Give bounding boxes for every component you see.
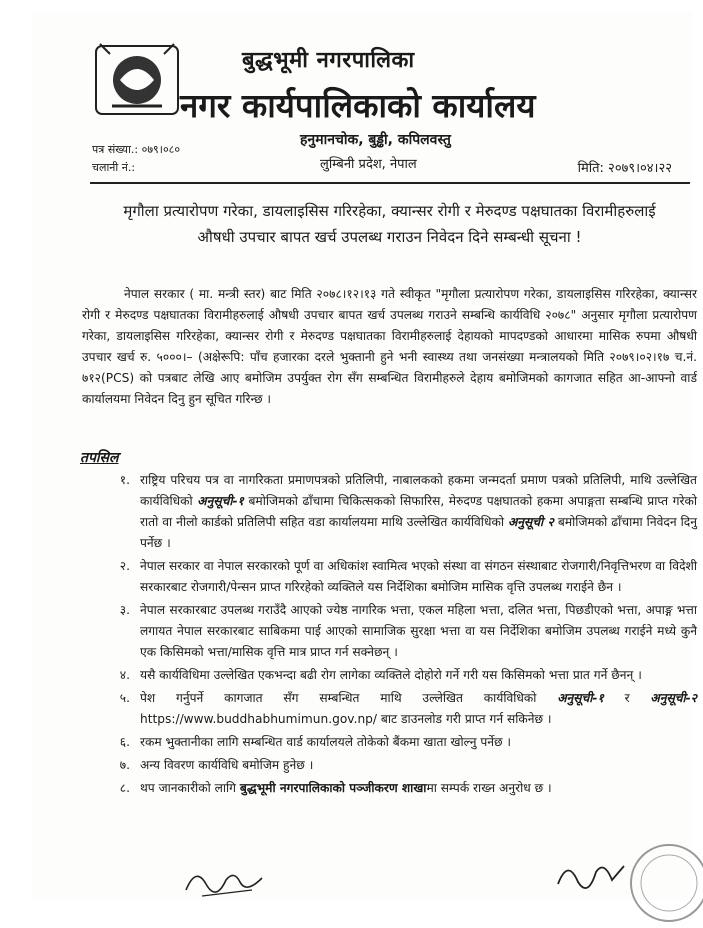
notice-page <box>32 12 698 900</box>
list-item <box>82 778 697 799</box>
letterhead <box>32 12 692 176</box>
list-item <box>82 470 697 554</box>
notice-body: नेपाल सरकार ( मा. मन्त्री स्तर) बाट मिति २०७८।१२।१३ गते स्वीकृत "मृगौला प्रत्यारोपण गरेका, डायलाइसिस गरिरहेका, क्यान्सर रोगी र मेरुदण्ड पक्षघातका विरामीहरुलाई औषधी उपचार बापत खर्च उपलब्ध गराउने सम्बन्धि कार्यविधि २०७८" अनुसार मृगौला प्रत्यारोपण गरेका, डायलाइसिस गरिरहेका, क्यान्सर रोगी र मेरुदण्ड पक्षघातका विरामीहरुलाई देहायको मापदण्डको आधारमा मासिक रुपमा औषधी उपचार खर्च रु. ५०००।– (अक्षेरूपि: पाँच हजारका दरले भुक्तानी हुने भनी स्वास्थ्य तथा जनसंख्या मन्त्रालयको मिति २०७९।०२।१७ च.नं. ७१२(PCS) को पत्रबाट लेखि आए बमोजिम उपर्युक्त रोग सँग सम्बन्धित विरामीहरुले देहाय बमोजिमको कागजात सहित आ-आफ्नो वार्ड कार्यालयमा निवेदन दिनु हुन सूचित गरिन्छ । <box>82 287 697 406</box>
province: लुम्बिनी प्रदेश, नेपाल <box>320 157 417 172</box>
item-text: पेश गर्नुपर्ने कागजात सँग सम्बन्धित माथि उल्लेखित कार्यविधिको अनुसूची-१ र अनुसूची-२ https://www.buddhabhumimun.gov.np/ बाट डाउनलोड गरी प्राप्त गर्न सकिनेछ । <box>140 691 698 726</box>
item-text: राष्ट्रिय परिचय पत्र वा नागरिकता प्रमाणपत्रको प्रतिलिपी, नाबालकको हकमा जन्मदर्ता प्रमाण पत्रको प्रतिलिपी, माथि उल्लेखित कार्यविधिको अनुसूची-१ बमोजिमको ढाँचामा चिकित्सकको सिफारिस, मेरुदण्ड पक्षघातको हकमा अपाङ्गता सम्बन्धि प्राप्त गरेको रातो वा नीलो कार्डको प्रतिलिपी सहित वडा कार्यालयमा माथि उल्लेखित कार्यविधिको अनुसूची २ बमोजिमको ढाँचामा निवेदन दिनु पर्नेछ । <box>140 473 698 550</box>
item-number: ३. <box>119 603 130 617</box>
dispatch-number: चलानी नं.: <box>92 161 136 174</box>
item-number: १. <box>119 473 130 487</box>
item-number: ७. <box>119 758 130 772</box>
handwritten-signature-left <box>182 860 272 905</box>
list-item <box>82 665 697 686</box>
list-item <box>82 556 697 598</box>
subject-line-2: औषधी उपचार बापत खर्च उपलब्ध गराउन निवेदन दिने सम्बन्धी सूचना ! <box>197 228 582 246</box>
item-number: २. <box>119 559 130 573</box>
item-number: ४. <box>119 668 130 682</box>
item-text: थप जानकारीको लागि बुद्धभूमी नगरपालिकाको पञ्जीकरण शाखामा सम्पर्क राख्न अनुरोध छ । <box>140 781 552 795</box>
item-text: रकम भुक्तानीका लागि सम्बन्धित वार्ड कार्यालयले तोकेको बैंकमा खाता खोल्नु पर्नेछ । <box>140 735 512 749</box>
list-item <box>82 688 697 730</box>
item-number: ८. <box>119 781 130 795</box>
header-divider <box>90 182 690 184</box>
nepal-emblem-icon <box>92 40 182 120</box>
item-text: अन्य विवरण कार्यविधि बमोजिम हुनेछ । <box>140 758 314 772</box>
handwritten-signature-right <box>552 854 632 904</box>
item-text: नेपाल सरकार वा नेपाल सरकारको पूर्ण वा अधिकांश स्वामित्व भएको संस्था वा संगठन संस्थाबाट रोजगारी/निवृत्तिभरण वा विदेशी सरकारबाट रोजगारी/पेन्सन प्राप्त गरिरहेको व्यक्तिले यस निर्देशिका बमोजिम मासिक वृत्ति उपलब्ध गराईने छैन । <box>140 559 697 594</box>
office-name: नगर कार्यपालिकाको कार्यालय <box>180 86 536 125</box>
list-item <box>82 732 697 753</box>
conditions-list <box>82 470 697 801</box>
list-heading: तपसिल <box>80 450 119 466</box>
office-address: हनुमानचोक, बुड्ढी, कपिलवस्तु <box>300 132 451 148</box>
item-number: ६. <box>119 735 130 749</box>
notice-subject <box>82 198 697 250</box>
list-item <box>82 755 697 776</box>
list-item <box>82 600 697 663</box>
reference-number: पत्र संख्या.: ०७९।०८० <box>92 143 181 156</box>
subject-line-1: मृगौला प्रत्यारोपण गरेका, डायलाइसिस गरिरहेका, क्यान्सर रोगी र मेरुदण्ड पक्षघातका विरामीहरुलाई <box>123 202 656 220</box>
item-text: नेपाल सरकारबाट उपलब्ध गराउँदै आएको ज्येष्ठ नागरिक भत्ता, एकल महिला भत्ता, दलित भत्ता, पिछडीएको भत्ता, अपाङ्ग भत्ता लगायत नेपाल सरकारबाट साबिकमा पाई आएको सामाजिक सुरक्षा भत्ता वा यस निर्देशिका बमोजिम उपलब्ध गराईने मध्ये कुनै एक किसिमको भत्ता/मासिक वृत्ति मात्र प्राप्त गर्न सक्नेछन् । <box>140 603 697 659</box>
office-stamp <box>624 838 703 928</box>
letter-date: मिति: २०७९।०४।२२ <box>577 161 672 176</box>
item-text: यसै कार्यविधिमा उल्लेखित एकभन्दा बढी रोग लागेका व्यक्तिले दोहोरो गर्ने गरी यस किसिमको भत्ता प्रात गर्ने छैनन् । <box>140 668 642 682</box>
item-number: ५. <box>119 691 130 705</box>
municipality-name: बुद्धभूमी नगरपालिका <box>242 47 415 73</box>
